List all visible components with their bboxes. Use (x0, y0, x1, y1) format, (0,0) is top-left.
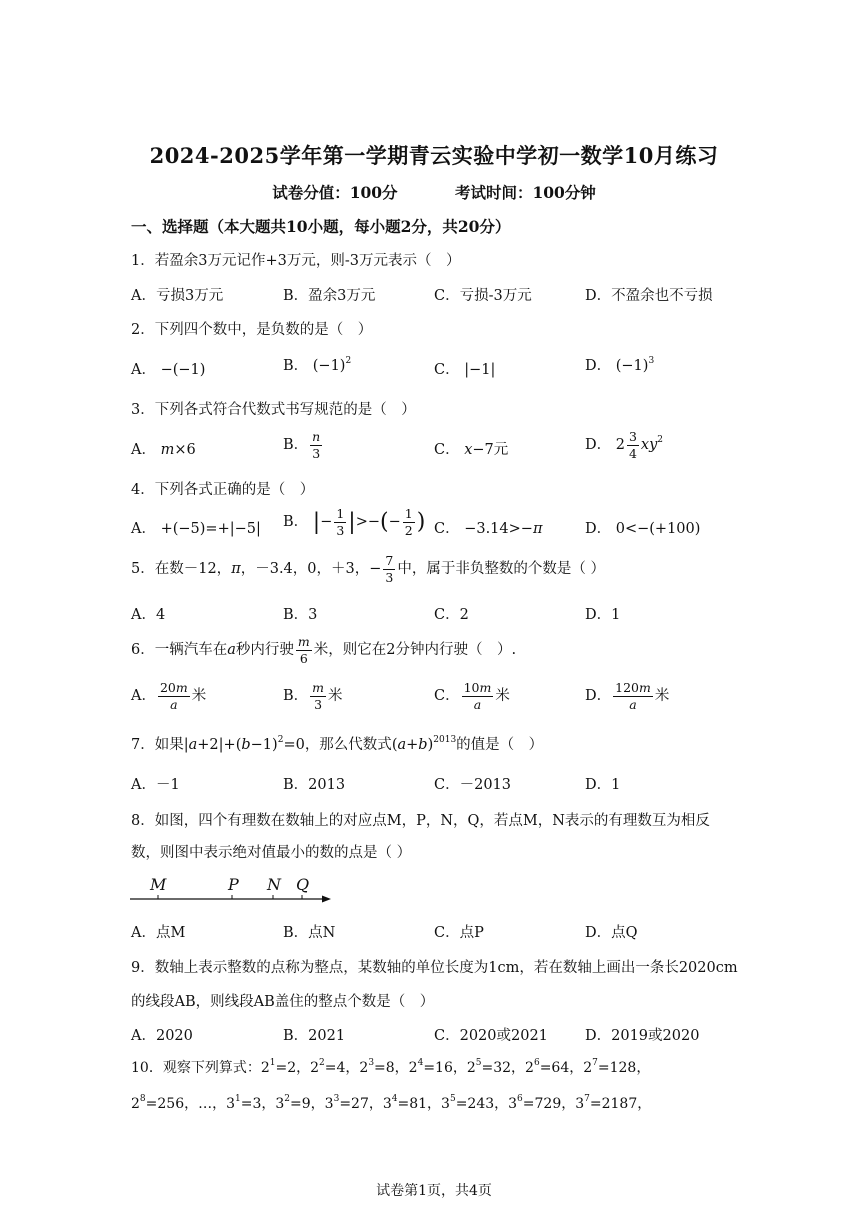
q6-option-b: B． $\frac{m}{3}$ 米 (283, 680, 343, 712)
q5-option-b: B．3 (283, 607, 318, 623)
q2-option-a: A． −(−1) (131, 362, 206, 378)
score-info: 试卷分值：100分 (272, 183, 398, 202)
time-info: 考试时间：100分钟 (454, 183, 596, 202)
q9-option-c: C．2020或2021 (434, 1028, 548, 1044)
q2-option-b: B． $(-1)^2$ (283, 356, 352, 374)
q4-option-d: D． 0<−(+100) (585, 521, 701, 537)
q1-option-d: D．不盈余也不亏损 (585, 288, 713, 304)
point-label-n: N (267, 875, 281, 894)
q4-option-a: A． +(−5)=+|−5| (131, 521, 261, 537)
question-7: 7．如果$|a+2|+(b-1)^2=0$，那么代数式$(a+b)^{2013}$的值是（ ） (131, 735, 544, 753)
question-5: 5．在数－12，π，－3.4，0，＋3，− $\frac{7}{3}$ 中，属于非负整数的个数是（ ） (131, 553, 605, 585)
page-footer: 试卷第1页，共4页 (376, 1183, 492, 1199)
q8-option-a: A．点M (131, 925, 186, 941)
q5-option-d: D．1 (585, 607, 621, 623)
page-title: 2024-2025学年第一学期青云实验中学初一数学10月练习 (149, 143, 719, 168)
q1-option-a: A．亏损3万元 (131, 288, 224, 304)
q7-option-c: C．－2013 (434, 777, 511, 793)
q3-option-c: C． x−7元 (434, 442, 509, 458)
q9-option-a: A．2020 (131, 1028, 193, 1044)
question-3: 3．下列各式符合代数式书写规范的是（ ） (131, 402, 416, 418)
q9-option-b: B．2021 (283, 1028, 346, 1044)
question-8-line1: 8．如图，四个有理数在数轴上的对应点M，P，N，Q，若点M，N表示的有理数互为相反 (131, 813, 710, 829)
q5-option-c: C．2 (434, 607, 469, 623)
q7-option-b: B．2013 (283, 777, 346, 793)
q4-option-b: B． |− $\frac{1}{3}$ |>−(− $\frac{1}{2}$ ) (283, 506, 426, 538)
question-10-line1: 10．观察下列算式：$2^1=2$，$2^2=4$，$2^3=8$，$2^4=16$，$2^5=32$，$2^6=64$，$2^7=128$， (131, 1058, 651, 1076)
question-8-line2: 数，则图中表示绝对值最小的数的点是（ ） (131, 845, 412, 861)
q3-option-a: A． m×6 (131, 442, 196, 458)
q7-option-a: A．－1 (131, 777, 180, 793)
number-line-figure (128, 872, 338, 906)
q1-option-c: C．亏损-3万元 (434, 288, 532, 304)
question-9-line1: 9．数轴上表示整数的点称为整点，某数轴的单位长度为1cm，若在数轴上画出一条长2020cm (131, 960, 738, 976)
question-6: 6．一辆汽车在a秒内行驶 $\frac{m}{6}$ 米，则它在2分钟内行驶（ ）. (131, 634, 517, 666)
q9-option-d: D．2019或2020 (585, 1028, 700, 1044)
question-1: 1．若盈余3万元记作+3万元，则-3万元表示（ ） (131, 253, 461, 269)
arrow-icon (322, 896, 331, 903)
question-10-line2: $2^8=256$，…，$3^1=3$，$3^2=9$，$3^3=27$，$3^4=81$，$3^5=243$，$3^6=729$，$3^7=2187$， (131, 1094, 652, 1112)
point-label-m: M (150, 875, 167, 894)
section-title: 一、选择题（本大题共10小题，每小题2分，共20分） (131, 217, 511, 236)
q6-option-c: C． $\frac{10m}{a}$ 米 (434, 680, 510, 712)
point-label-p: P (228, 875, 239, 894)
q2-option-c: C． |−1| (434, 362, 496, 378)
q8-option-c: C．点P (434, 925, 484, 941)
q6-option-d: D． $\frac{120m}{a}$ 米 (585, 680, 670, 712)
q2-option-d: D． $(-1)^3$ (585, 356, 655, 374)
q8-option-b: B．点N (283, 925, 336, 941)
point-label-q: Q (296, 875, 310, 894)
q3-option-d: D． 2 $\frac{3}{4}$ $xy^2$ (585, 429, 664, 461)
q3-option-b: B． $\frac{n}{3}$ (283, 429, 321, 461)
q1-option-b: B．盈余3万元 (283, 288, 376, 304)
question-4: 4．下列各式正确的是（ ） (131, 482, 315, 498)
q7-option-d: D．1 (585, 777, 621, 793)
exam-info (0, 181, 868, 203)
question-9-line2: 的线段AB，则线段AB盖住的整点个数是（ ） (131, 994, 435, 1010)
q4-option-c: C． −3.14>−π (434, 521, 543, 537)
q5-option-a: A．4 (131, 607, 166, 623)
q6-option-a: A． $\frac{20m}{a}$ 米 (131, 680, 207, 712)
question-2: 2．下列四个数中，是负数的是（ ） (131, 322, 373, 338)
q8-option-d: D．点Q (585, 925, 638, 941)
